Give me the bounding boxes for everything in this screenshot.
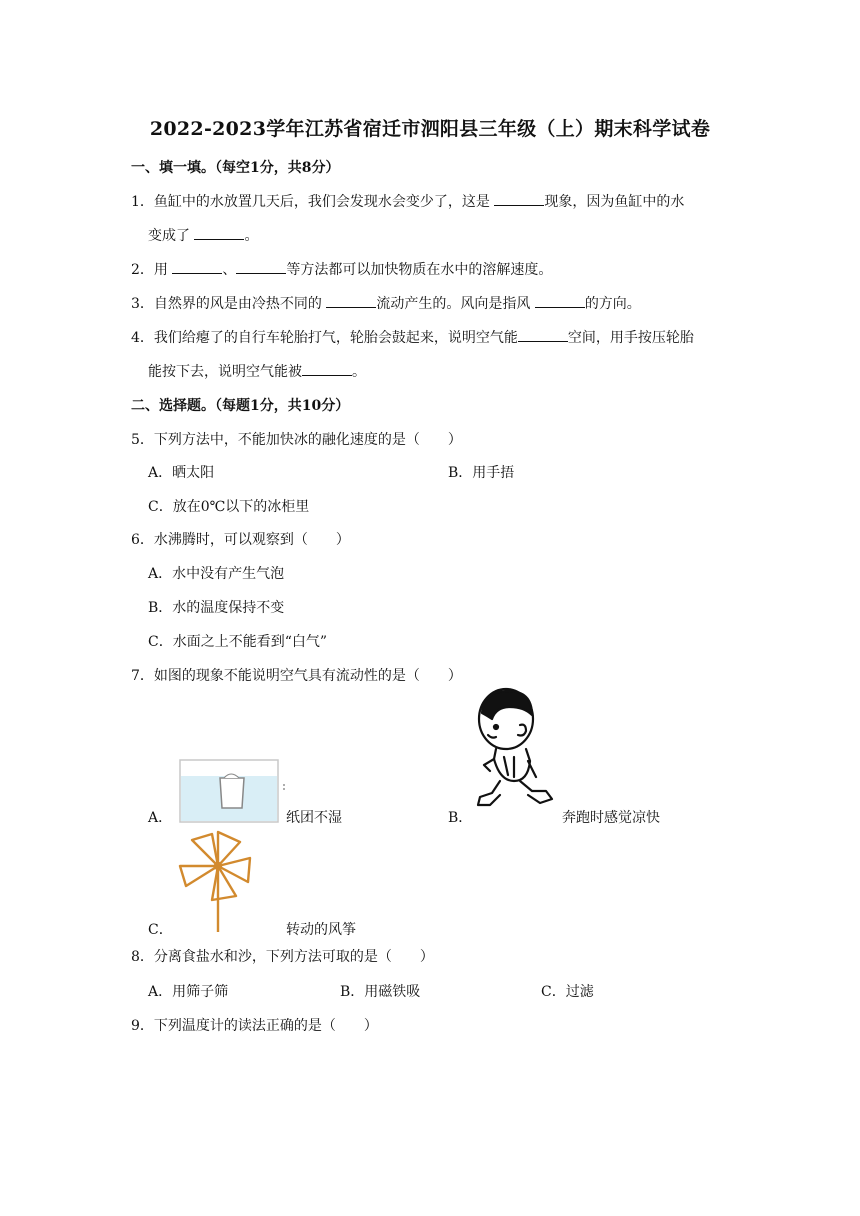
- question-4-line-2: 能按下去，说明空气能被 。: [148, 364, 366, 380]
- question-7-option-c-text[interactable]: 转动的风筝: [286, 922, 356, 938]
- pinwheel-figure: [172, 826, 264, 934]
- question-8-option-b[interactable]: B．用磁铁吸: [340, 984, 421, 1000]
- answer-blank[interactable]: [326, 295, 376, 308]
- question-7-stem: 7．如图的现象不能说明空气具有流动性的是（ ）: [131, 668, 462, 684]
- answer-blank[interactable]: [518, 329, 568, 342]
- beaker-paper-figure: [176, 756, 288, 826]
- question-5-option-b[interactable]: B．用手捂: [448, 465, 515, 481]
- running-boy-figure: [470, 685, 560, 817]
- question-5-option-c[interactable]: C．放在0℃以下的冰柜里: [148, 499, 310, 515]
- question-7-option-b-prefix[interactable]: B．: [448, 810, 473, 826]
- question-8-option-a[interactable]: A．用筛子筛: [148, 984, 229, 1000]
- question-7-option-a-prefix[interactable]: A．: [148, 810, 173, 826]
- question-6-option-c[interactable]: C．水面之上不能看到“白气”: [148, 634, 328, 650]
- question-6-option-a[interactable]: A．水中没有产生气泡: [148, 566, 285, 582]
- question-7-option-c-prefix[interactable]: C．: [148, 922, 173, 938]
- answer-blank[interactable]: [494, 193, 544, 206]
- section-1-heading: 一、填一填。（每空1分，共8分）: [131, 160, 340, 176]
- answer-blank[interactable]: [302, 363, 352, 376]
- question-6-option-b[interactable]: B．水的温度保持不变: [148, 600, 285, 616]
- answer-blank[interactable]: [236, 261, 286, 274]
- question-1-line-2: 变成了 。: [148, 228, 259, 244]
- answer-blank[interactable]: [535, 295, 585, 308]
- question-7-option-a-text[interactable]: 纸团不湿: [286, 810, 342, 826]
- question-1-line-1: 1．鱼缸中的水放置几天后，我们会发现水会变少了，这是 现象，因为鱼缸中的水: [131, 194, 685, 210]
- section-2-heading: 二、选择题。（每题1分，共10分）: [131, 398, 350, 414]
- question-8-option-c[interactable]: C．过滤: [541, 984, 594, 1000]
- exam-title: 2022-2023学年江苏省宿迁市泗阳县三年级（上）期末科学试卷: [149, 118, 711, 140]
- question-5-stem: 5．下列方法中，不能加快冰的融化速度的是（ ）: [131, 432, 462, 448]
- question-8-stem: 8．分离食盐水和沙，下列方法可取的是（ ）: [131, 949, 434, 965]
- question-3: 3．自然界的风是由冷热不同的 流动产生的。风向是指风 的方向。: [131, 296, 641, 312]
- question-5-option-a[interactable]: A．晒太阳: [148, 465, 215, 481]
- answer-blank[interactable]: [194, 227, 244, 240]
- question-2: 2．用 、 等方法都可以加快物质在水中的溶解速度。: [131, 262, 553, 278]
- question-7-option-b-text[interactable]: 奔跑时感觉凉快: [562, 810, 660, 826]
- question-4-line-1: 4．我们给瘪了的自行车轮胎打气，轮胎会鼓起来，说明空气能 空间，用手按压轮胎: [131, 330, 694, 346]
- answer-blank[interactable]: [172, 261, 222, 274]
- question-6-stem: 6．水沸腾时，可以观察到（ ）: [131, 532, 350, 548]
- question-9-stem: 9．下列温度计的读法正确的是（ ）: [131, 1018, 378, 1034]
